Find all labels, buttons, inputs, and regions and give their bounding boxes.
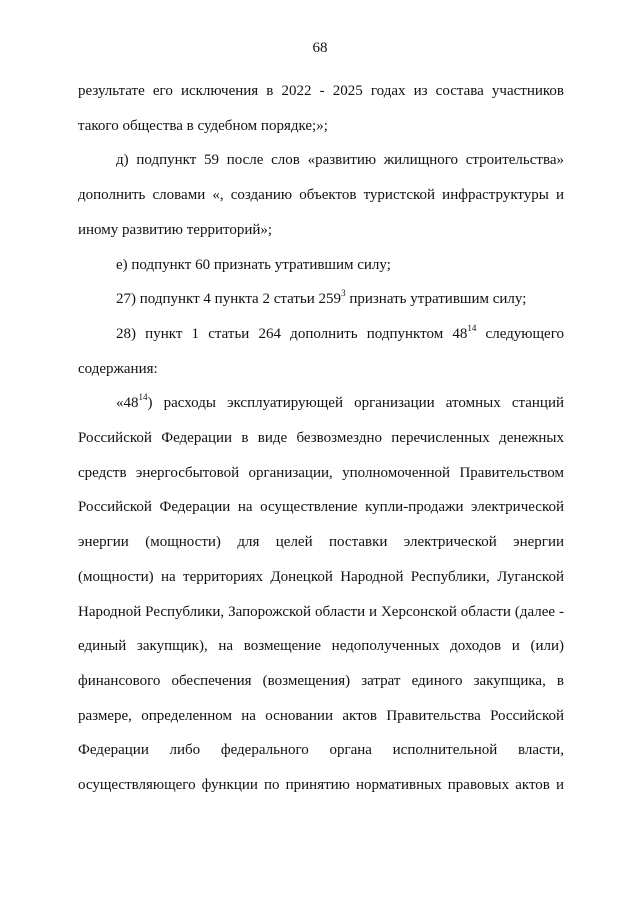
document-body	[78, 74, 564, 803]
paragraph-item-27-tail: признать утратившим силу;	[345, 291, 527, 308]
paragraph-subpoint-48-14	[78, 386, 564, 802]
paragraph-subpoint-tail: ) расходы эксплуатирующей организации атомных станций Российской Федерации в виде безвозмездно перечисленных денежных средств энергосбытовой организации, уполномоченной Правительством Российской Федерации на осуществление купли-продажи электрической энергии (мощности) для целей поставки электрической энергии (мощности) на территориях Донецкой Народной Республики, Луганской Народной Республики, Запорожской области и Херсонской области (далее - единый закупщик), на возмещение недополученных доходов и (или) финансового обеспечения (возмещения) затрат единого закупщика, в размере, определенном на основании актов Правительства Российской Федерации либо федерального органа исполнительной власти, осуществляющего функции по принятию нормативных правовых актов и	[78, 395, 564, 794]
paragraph-item-28-text: 28) пункт 1 статьи 264 дополнить подпунктом 48	[116, 325, 468, 342]
superscript-14: 14	[467, 322, 477, 333]
page-number: 68	[312, 40, 328, 56]
paragraph-subitem-d: д) подпункт 59 после слов «развитию жилищного строительства» дополнить словами «, созданию объектов туристской инфраструктуры и иному развитию территорий»;	[78, 152, 564, 238]
paragraph-item-27	[78, 282, 564, 317]
paragraph-item-28	[78, 317, 564, 386]
superscript-3: 3	[341, 288, 346, 299]
paragraph-subpoint-text: «48	[116, 395, 139, 412]
paragraph-item-28-tail: следующего содержания:	[78, 325, 564, 377]
paragraph-subitem-e: е) подпункт 60 признать утратившим силу;	[116, 256, 391, 273]
paragraph-continuation: результате его исключения в 2022 - 2025 годах из состава участников такого общества в судебном порядке;»;	[78, 83, 564, 134]
superscript-14-quote: 14	[138, 392, 148, 403]
paragraph-item-27-text: 27) подпункт 4 пункта 2 статьи 259	[116, 291, 342, 308]
